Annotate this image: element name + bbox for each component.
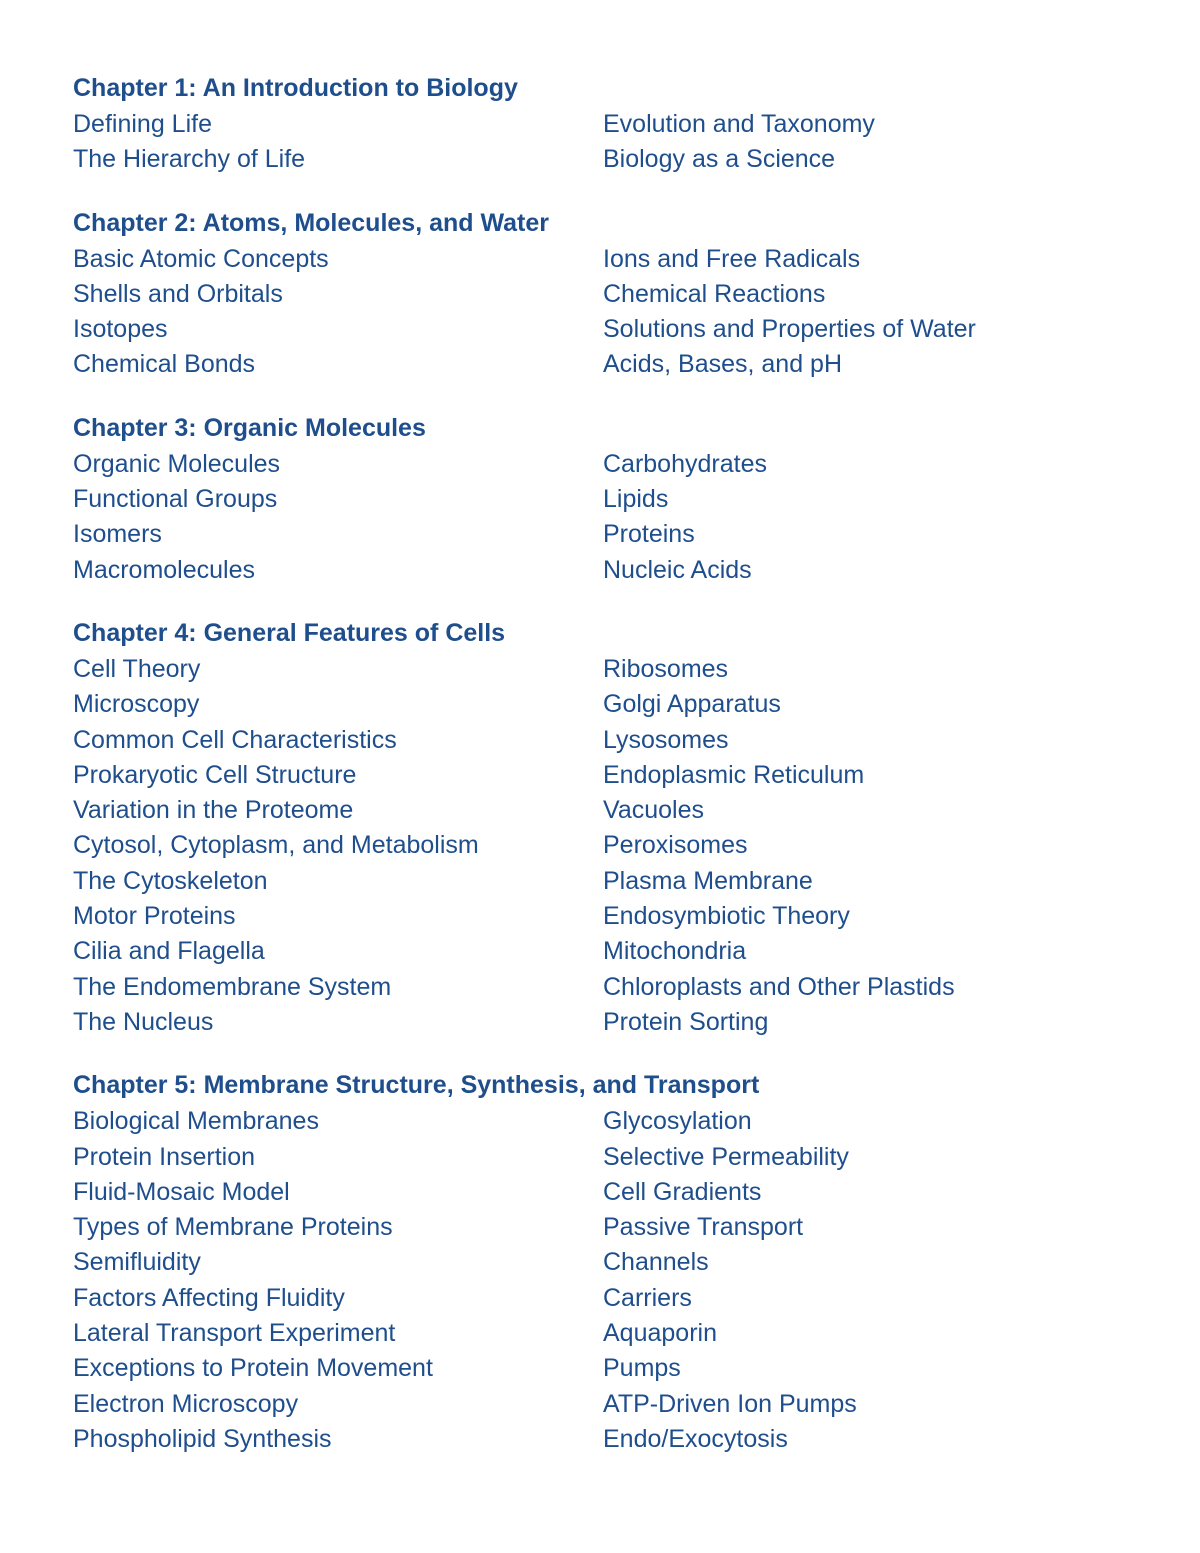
topic-columns bbox=[73, 447, 1133, 588]
topic-column-left bbox=[73, 1104, 603, 1457]
topic-item: Proteins bbox=[603, 520, 695, 549]
topic-item: Fluid-Mosaic Model bbox=[73, 1177, 290, 1206]
topic-item: Lipids bbox=[603, 485, 669, 514]
topic-column-right bbox=[603, 107, 1133, 178]
topic-item: Mitochondria bbox=[603, 937, 747, 966]
topic-column-right bbox=[603, 652, 1133, 1040]
topic-item: The Hierarchy of Life bbox=[73, 145, 306, 174]
topic-item: Solutions and Properties of Water bbox=[603, 315, 976, 344]
topic-item: Peroxisomes bbox=[603, 831, 748, 860]
chapter-section-4 bbox=[73, 615, 1133, 1040]
topic-item: Chloroplasts and Other Plastids bbox=[603, 972, 955, 1001]
topic-item: Organic Molecules bbox=[73, 449, 281, 478]
topic-item: ATP-Driven Ion Pumps bbox=[603, 1389, 857, 1418]
chapter-heading: Chapter 2: Atoms, Molecules, and Water bbox=[73, 208, 550, 237]
topic-columns bbox=[73, 242, 1133, 383]
topic-item: The Nucleus bbox=[73, 1007, 214, 1036]
chapter-heading: Chapter 5: Membrane Structure, Synthesis, and Transport bbox=[73, 1071, 760, 1100]
topic-item: Motor Proteins bbox=[73, 902, 236, 931]
topic-item: Cell Theory bbox=[73, 654, 201, 683]
topic-item: Isotopes bbox=[73, 315, 168, 344]
topic-item: Cell Gradients bbox=[603, 1177, 762, 1206]
topic-item: Pumps bbox=[603, 1354, 681, 1383]
topic-item: Chemical Reactions bbox=[603, 279, 826, 308]
topic-item: Carbohydrates bbox=[603, 449, 767, 478]
topic-item: Endo/Exocytosis bbox=[603, 1424, 788, 1453]
section-spacer bbox=[73, 1040, 1133, 1067]
topic-item: Nucleic Acids bbox=[603, 555, 752, 584]
topic-item: Vacuoles bbox=[603, 796, 704, 825]
topic-item: Plasma Membrane bbox=[603, 866, 813, 895]
topic-item: Ribosomes bbox=[603, 654, 729, 683]
topic-column-right bbox=[603, 447, 1133, 588]
topic-item: Acids, Bases, and pH bbox=[603, 350, 843, 379]
chapter-heading: Chapter 1: An Introduction to Biology bbox=[73, 74, 518, 102]
section-spacer bbox=[73, 588, 1133, 615]
topic-item: Defining Life bbox=[73, 110, 212, 138]
topic-column-right bbox=[603, 1104, 1133, 1457]
topic-item: Biology as a Science bbox=[603, 145, 836, 174]
topic-columns bbox=[73, 107, 1133, 178]
topic-item: Lateral Transport Experiment bbox=[73, 1319, 396, 1348]
topic-column-left bbox=[73, 447, 603, 588]
topic-column-left bbox=[73, 107, 603, 178]
topic-item: Evolution and Taxonomy bbox=[603, 110, 875, 138]
topic-column-right bbox=[603, 242, 1133, 383]
topic-item: Aquaporin bbox=[603, 1319, 717, 1348]
topic-item: Golgi Apparatus bbox=[603, 690, 781, 719]
topic-item: Exceptions to Protein Movement bbox=[73, 1354, 433, 1383]
topic-item: Cytosol, Cytoplasm, and Metabolism bbox=[73, 831, 479, 860]
topic-item: Electron Microscopy bbox=[73, 1389, 299, 1418]
topic-item: Endoplasmic Reticulum bbox=[603, 760, 865, 789]
topic-column-left bbox=[73, 652, 603, 1040]
topic-item: Carriers bbox=[603, 1283, 692, 1312]
topic-columns bbox=[73, 1104, 1133, 1457]
chapter-section-1 bbox=[73, 70, 1133, 178]
topic-item: Factors Affecting Fluidity bbox=[73, 1283, 345, 1312]
topic-item: Macromolecules bbox=[73, 555, 256, 584]
chapter-section-2 bbox=[73, 205, 1133, 383]
chapter-section-5 bbox=[73, 1067, 1133, 1457]
topic-item: Passive Transport bbox=[603, 1213, 804, 1242]
document-page bbox=[73, 70, 1133, 1457]
topic-item: Selective Permeability bbox=[603, 1142, 849, 1171]
topic-item: Glycosylation bbox=[603, 1107, 752, 1136]
topic-item: The Cytoskeleton bbox=[73, 866, 268, 895]
topic-item: Functional Groups bbox=[73, 485, 278, 514]
topic-item: Cilia and Flagella bbox=[73, 937, 265, 966]
topic-item: Common Cell Characteristics bbox=[73, 725, 397, 754]
topic-item: Lysosomes bbox=[603, 725, 729, 754]
topic-item: Channels bbox=[603, 1248, 709, 1277]
topic-item: Basic Atomic Concepts bbox=[73, 244, 329, 273]
topic-item: Protein Sorting bbox=[603, 1007, 769, 1036]
topic-item: Isomers bbox=[73, 520, 162, 549]
topic-item: Types of Membrane Proteins bbox=[73, 1213, 393, 1242]
chapter-section-3 bbox=[73, 410, 1133, 588]
topic-item: Semifluidity bbox=[73, 1248, 201, 1277]
chapter-heading: Chapter 3: Organic Molecules bbox=[73, 413, 426, 442]
section-spacer bbox=[73, 383, 1133, 410]
topic-item: Ions and Free Radicals bbox=[603, 244, 861, 273]
topic-item: Chemical Bonds bbox=[73, 350, 256, 379]
topic-item: Protein Insertion bbox=[73, 1142, 256, 1171]
topic-item: The Endomembrane System bbox=[73, 972, 392, 1001]
chapter-heading: Chapter 4: General Features of Cells bbox=[73, 618, 506, 647]
topic-item: Prokaryotic Cell Structure bbox=[73, 760, 357, 789]
topic-item: Variation in the Proteome bbox=[73, 796, 354, 825]
topic-item: Endosymbiotic Theory bbox=[603, 902, 850, 931]
topic-columns bbox=[73, 652, 1133, 1040]
topic-item: Phospholipid Synthesis bbox=[73, 1424, 332, 1453]
section-spacer bbox=[73, 178, 1133, 205]
topic-item: Shells and Orbitals bbox=[73, 279, 283, 308]
topic-item: Microscopy bbox=[73, 690, 200, 719]
topic-column-left bbox=[73, 242, 603, 383]
topic-item: Biological Membranes bbox=[73, 1107, 319, 1136]
